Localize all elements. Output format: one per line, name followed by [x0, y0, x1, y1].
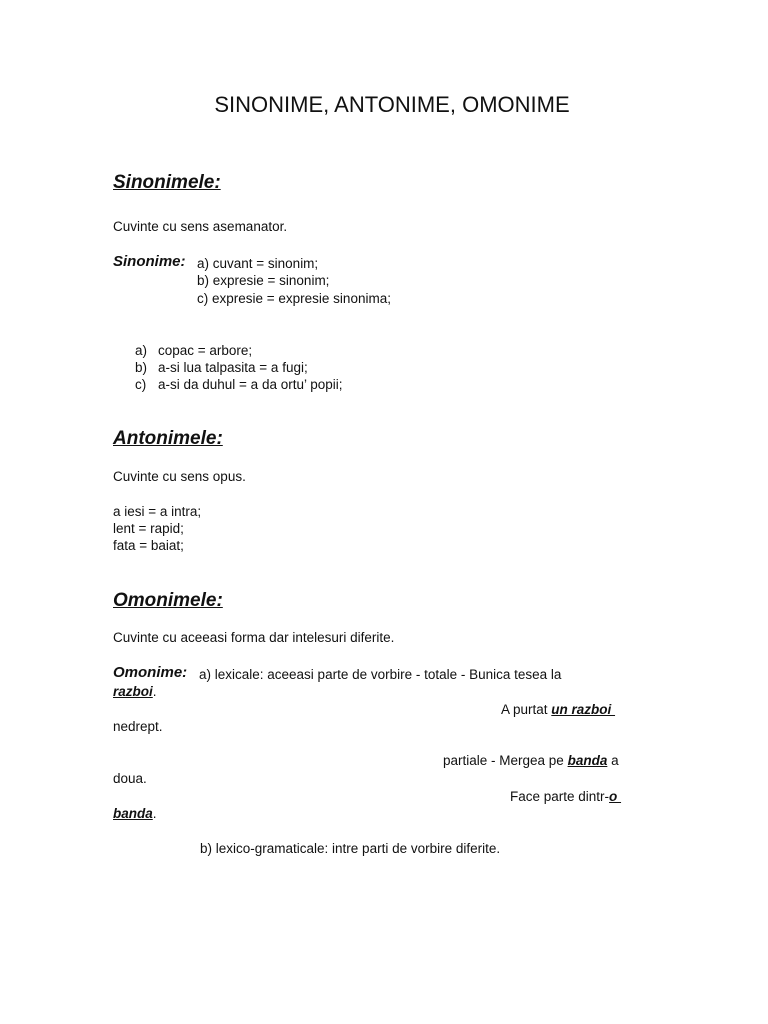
- heading-sinonimele: Sinonimele:: [113, 172, 221, 193]
- omonime-line-razboi: [113, 683, 157, 700]
- omonime-line-face-parte: [510, 788, 621, 805]
- text-face-parte: Face parte dintr-: [510, 789, 610, 804]
- page-title: SINONIME, ANTONIME, OMONIME: [214, 92, 570, 117]
- example-text-c: a-si da duhul = a da ortu’ popii;: [158, 377, 343, 392]
- omonime-line-partiale: [443, 752, 619, 769]
- punctuation: .: [152, 684, 157, 699]
- text-nedrept: nedrept.: [113, 719, 163, 734]
- punctuation-2: .: [152, 806, 157, 821]
- omonime-line-banda: [113, 805, 157, 822]
- text-doua: doua.: [113, 771, 147, 786]
- word-banda-2: banda: [113, 806, 153, 821]
- antonime-example-2: lent = rapid;: [113, 521, 184, 536]
- text-a-purtat: A purtat: [501, 702, 552, 717]
- example-marker-b: b): [135, 360, 148, 375]
- omonime-lexicale-intro: a) lexicale: aceeasi parte de vorbire - totale - Bunica tesea la: [199, 667, 562, 682]
- omonime-line-a-purtat: [501, 701, 615, 718]
- omonime-definition: Cuvinte cu aceeasi forma dar intelesuri diferite.: [113, 630, 395, 645]
- antonime-example-3: fata = baiat;: [113, 538, 184, 553]
- word-banda: banda: [567, 753, 608, 768]
- example-marker-c: c): [135, 377, 147, 392]
- word-un-razboi: un razboi: [551, 702, 616, 717]
- word-razboi: razboi: [113, 684, 153, 699]
- sinonime-type-c: c) expresie = expresie sinonima;: [197, 291, 391, 306]
- sinonime-type-b: b) expresie = sinonim;: [197, 273, 330, 288]
- word-o: o: [609, 789, 622, 804]
- sinonime-definition: Cuvinte cu sens asemanator.: [113, 219, 288, 234]
- example-marker-a: a): [135, 343, 148, 358]
- text-partiale: partiale - Mergea pe: [443, 753, 568, 768]
- omonime-label: Omonime:: [113, 664, 188, 681]
- heading-antonimele: Antonimele:: [113, 428, 223, 449]
- sinonime-label: Sinonime:: [113, 253, 186, 270]
- example-text-a: copac = arbore;: [158, 343, 253, 358]
- text-a: a: [607, 753, 619, 768]
- sinonime-type-a: a) cuvant = sinonim;: [197, 256, 319, 271]
- antonime-definition: Cuvinte cu sens opus.: [113, 469, 246, 484]
- antonime-example-1: a iesi = a intra;: [113, 504, 202, 519]
- omonime-lexico-gramaticale: b) lexico-gramaticale: intre parti de vorbire diferite.: [200, 841, 501, 856]
- example-text-b: a-si lua talpasita = a fugi;: [158, 360, 308, 375]
- heading-omonimele: Omonimele:: [113, 590, 223, 611]
